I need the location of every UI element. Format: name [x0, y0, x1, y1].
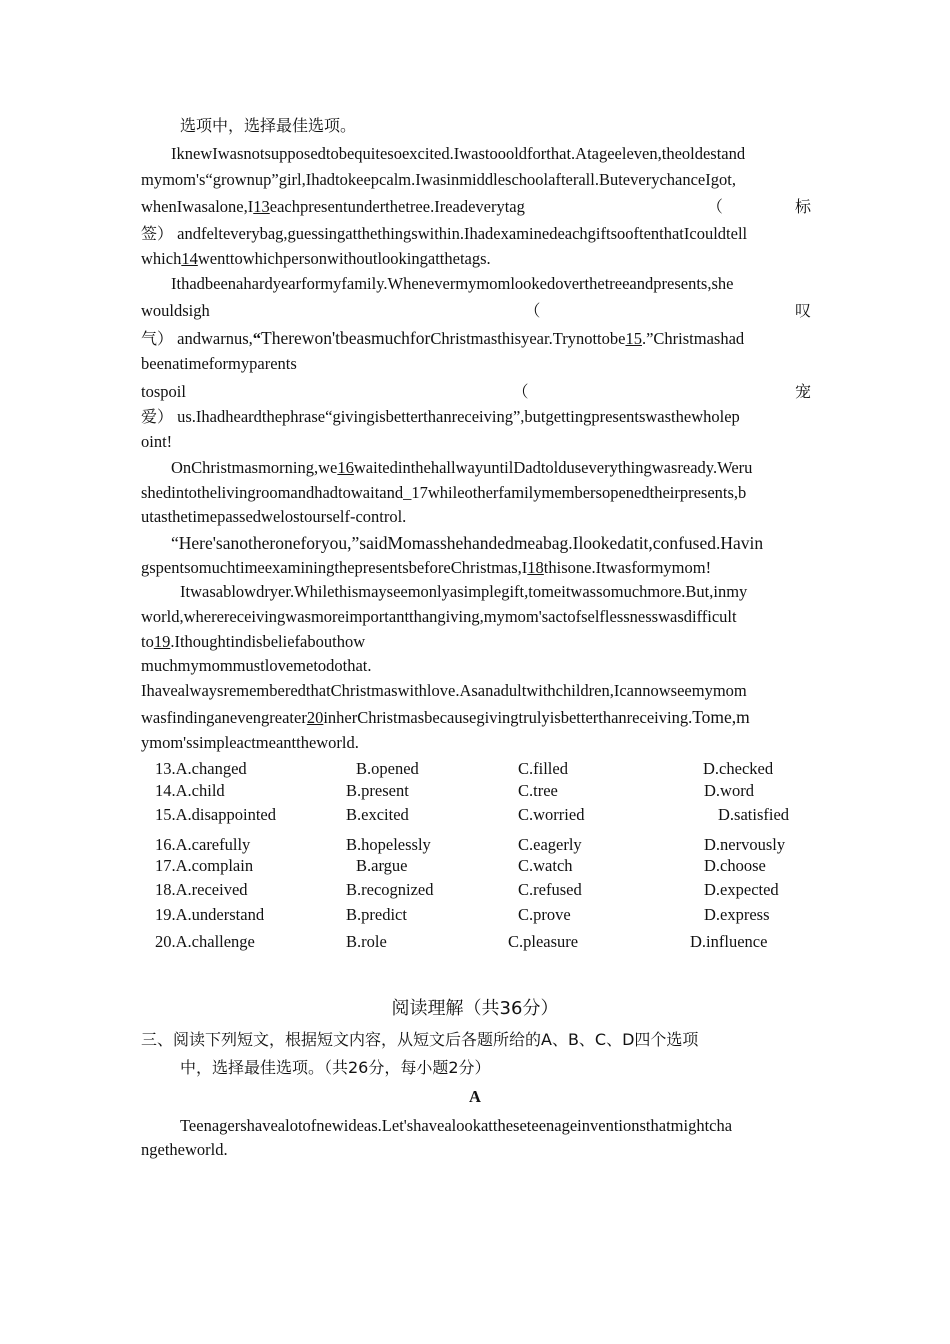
blank-19: 19 — [153, 632, 171, 651]
section-heading: 阅读理解（共36分） — [391, 998, 559, 1019]
option-d: D.nervously — [704, 835, 786, 854]
option-d: D.word — [704, 781, 754, 800]
passage-a-line1: Teenagershavealotofnewideas.Let'shavealookattheseteenageinventionsthatmightcha — [180, 1116, 733, 1135]
option-c: C.refused — [518, 880, 582, 899]
option-b: B.predict — [346, 905, 407, 924]
option-b: B.opened — [356, 759, 419, 778]
option-d: D.checked — [703, 759, 774, 778]
p3-line3: utasthetimepassedwelostourself-control. — [141, 507, 407, 526]
blank-15: 15 — [625, 329, 642, 348]
p1-line3: whenIwasalone,I13eachpresentunderthetree.Ireadeverytag （ 标 — [141, 197, 811, 216]
option-b: B.excited — [346, 805, 409, 824]
p3-line2: shedintothelivingroomandhadtowaitand_17whileotherfamilymembersopenedtheirpresents,b — [141, 483, 747, 502]
blank-20: 20 — [306, 708, 324, 727]
option-b: B.role — [346, 932, 387, 951]
p2-line5: tospoil （ 宠 — [141, 382, 811, 401]
p4-line2: gspentsomuchtimeexaminingthepresentsbeforeChristmas,I18thisone.Itwasformymom! — [141, 558, 712, 577]
option-c: C.watch — [518, 856, 573, 875]
option-d: D.choose — [704, 856, 766, 875]
option-c: C.pleasure — [508, 932, 579, 951]
option-b: B.present — [346, 781, 409, 800]
section-3-instruction-line2: 中，选择最佳选项。（共26分，每小题2分） — [180, 1058, 491, 1077]
p5-line3: to19.Ithoughtindisbeliefabouthow — [141, 632, 366, 651]
option-d: D.expected — [704, 880, 779, 899]
option-a: 17.A.complain — [155, 856, 254, 875]
blank-18: 18 — [527, 558, 544, 577]
passage-a-line2: ngetheworld. — [141, 1140, 228, 1159]
p1-line1: IknewIwasnotsupposedtobequitesoexcited.Iwastoooldforthat.Atageeleven,theoldestand — [171, 144, 746, 163]
option-b: B.hopelessly — [346, 835, 431, 854]
option-a: 16.A.carefully — [155, 835, 251, 854]
option-c: C.prove — [518, 905, 571, 924]
p6-line1: IhavealwaysrememberedthatChristmaswithlove.Asanadultwithchildren,Icannowseemymom — [141, 681, 747, 700]
p2-line1: Ithadbeenahardyearformyfamily.Whenevermymomlookedoverthetreeandpresents,she — [171, 274, 734, 293]
p6-line2: wasfindinganevengreater20inherChristmasbecausegivingtrulyisbetterthanreceiving.Tome,m — [141, 707, 750, 727]
blank-13: 13 — [253, 197, 270, 216]
p2-line2: wouldsigh （ 叹 — [141, 301, 811, 320]
blank-16: 16 — [337, 458, 354, 477]
section-3-instruction-line1: 三、阅读下列短文，根据短文内容，从短文后各题所给的A、B、C、D四个选项 — [141, 1030, 699, 1049]
option-d: D.express — [704, 905, 770, 924]
option-b: B.recognized — [346, 880, 434, 899]
option-a: 18.A.received — [155, 880, 248, 899]
option-d: D.influence — [690, 932, 768, 951]
p5-line1: Itwasablowdryer.Whilethismayseemonlyasimplegift,tomeitwassomuchmore.But,inmy — [180, 582, 748, 601]
option-a: 20.A.challenge — [155, 932, 255, 951]
passage-a-label: A — [469, 1087, 481, 1106]
p3-line1: OnChristmasmorning,we16waitedinthehallwayuntilDadtolduseverythingwasready.Weru — [171, 458, 753, 477]
blank-14: 14 — [181, 249, 198, 268]
p5-line4: muchmymommustlovemetodothat. — [141, 656, 372, 675]
option-c: C.eagerly — [518, 835, 582, 854]
option-c: C.tree — [518, 781, 558, 800]
option-a: 13.A.changed — [155, 759, 247, 778]
p6-line3: ymom'ssimpleactmeanttheworld. — [141, 733, 359, 752]
p2-line7: oint! — [141, 432, 173, 451]
p1-line4: 签） andfelteverybag,guessingatthethingswithin.IhadexaminedeachgiftsooftenthatIcouldtell — [141, 224, 748, 243]
option-b: B.argue — [356, 856, 408, 875]
p2-line3: 气） andwarnus,“Therewon'tbeasmuchforChristmasthisyear.Trynottobe15.”Christmashad — [141, 328, 745, 348]
p1-line5: which14wenttowhichpersonwithoutlookingatthetags. — [141, 249, 491, 268]
p5-line2: world,wherereceivingwasmoreimportantthangiving,mymom'sactofselflessnesswasdifficult — [141, 607, 737, 626]
option-c: C.worried — [518, 805, 585, 824]
p4-line1: “Here'sanotheroneforyou,”saidMomasshehandedmeabag.Ilookedatit,confused.Havin — [171, 533, 764, 553]
option-a: 15.A.disappointed — [155, 805, 276, 824]
option-a: 14.A.child — [155, 781, 225, 800]
option-c: C.filled — [518, 759, 568, 778]
intro-tail: 选项中，选择最佳选项。 — [180, 116, 357, 135]
option-a: 19.A.understand — [155, 905, 265, 924]
p2-line6: 爱） us.Ihadheardthephrase“givingisbetterthanreceiving”,butgettingpresentswasthewholep — [141, 407, 740, 426]
option-d: D.satisfied — [718, 805, 790, 824]
p1-line2: mymom's“grownup”girl,Ihadtokeepcalm.Iwasinmiddleschoolafterall.ButeverychanceIgot, — [141, 170, 736, 189]
p2-line4: beenatimeformyparents — [141, 354, 297, 373]
